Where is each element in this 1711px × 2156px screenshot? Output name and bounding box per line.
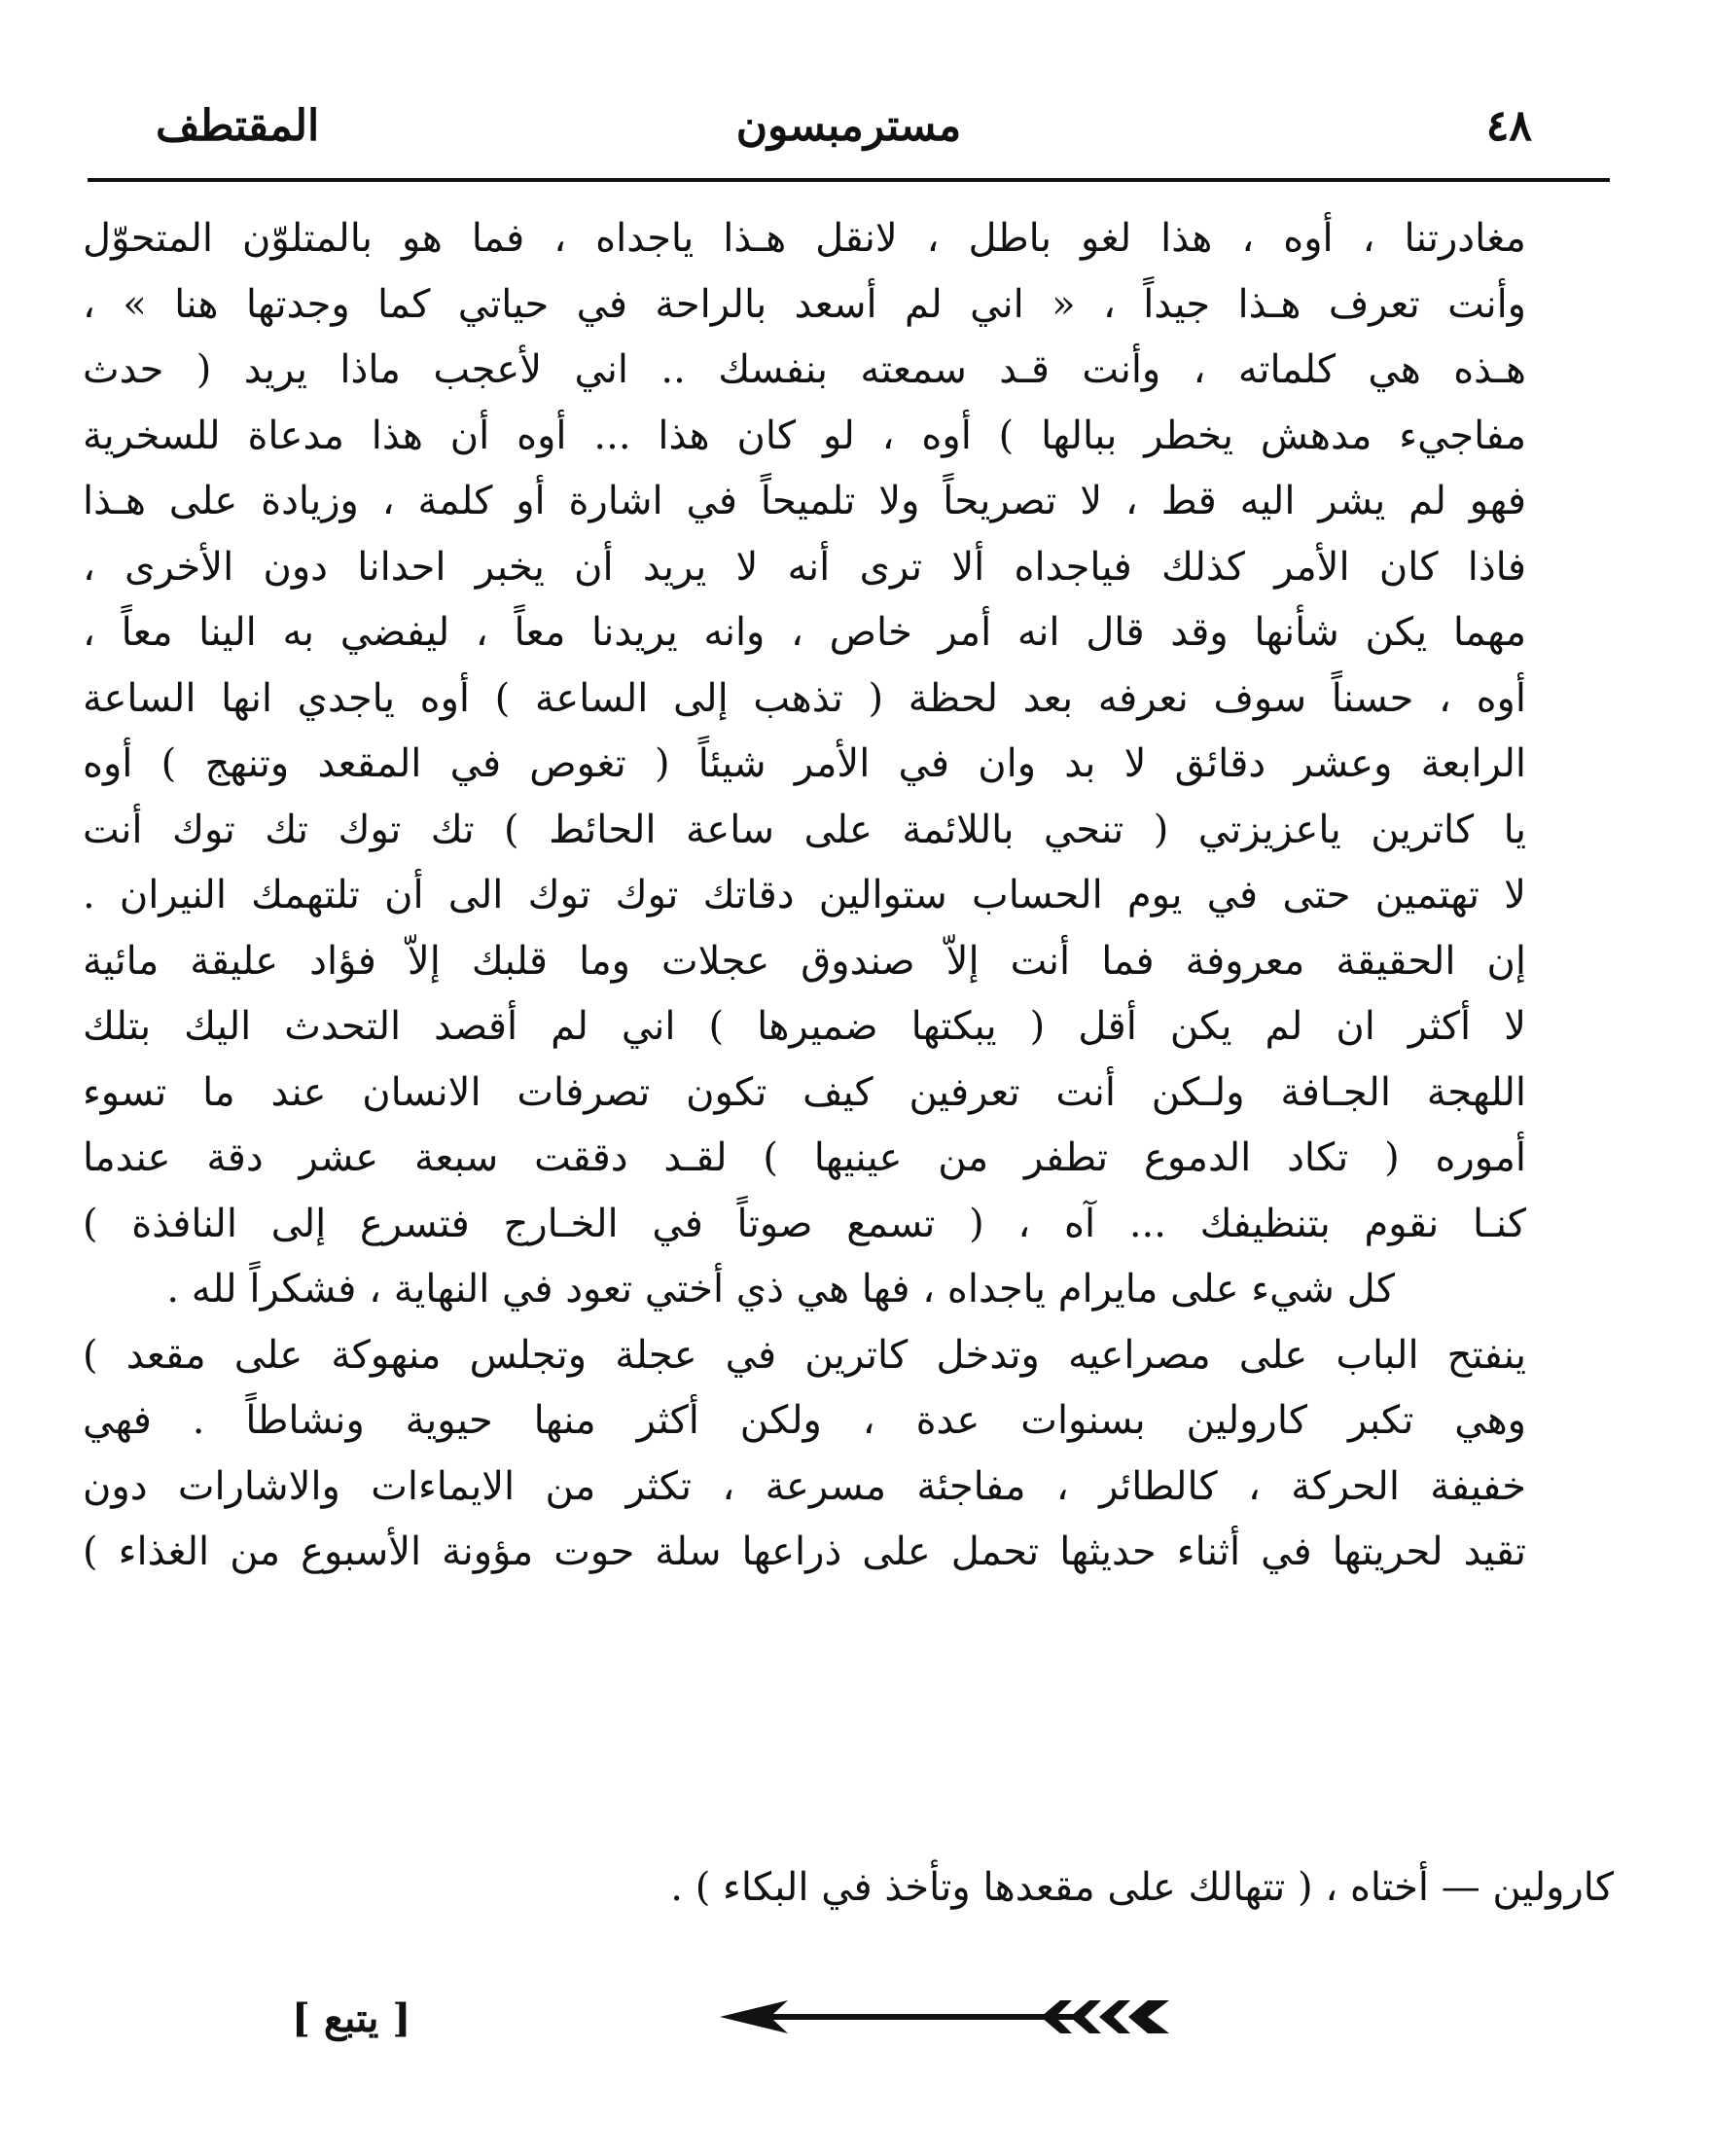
text-line: لا تهتمين حتى في يوم الحساب ستوالين دقاتك توك توك الى أن تلتهمك النيران . xyxy=(83,873,1526,917)
text-line: فهو لم يشر اليه قط ، لا تصريحاً ولا تلميحاً في اشارة أو كلمة ، وزيادة على هـذا xyxy=(83,479,1526,523)
text-line: تقيد لحريتها في أثناء حديثها تحمل على ذراعها سلة حوت مؤونة الأسبوع من الغذاء ) xyxy=(83,1529,1526,1574)
header-rule xyxy=(88,178,1610,182)
journal-name: المقتطف xyxy=(156,101,320,151)
text-line: لا أكثر ان لم يكن أقل ( يبكتها ضميرها ) اني لم أقصد التحدث اليك بتلك xyxy=(83,1004,1526,1049)
text-line: وهي تكبر كارولين بسنوات عدة ، ولكن أكثر منها حيوية ونشاطاً . فهي xyxy=(83,1398,1526,1443)
text-line: اللهجة الجـافة ولـكن أنت تعرفين كيف تكون تصرفات الانسان عند ما تسوء xyxy=(83,1069,1526,1115)
text-line: فاذا كان الأمر كذلك فياجداه ألا ترى أنه لا يريد أن يخبر احدانا دون الأخرى ، xyxy=(83,544,1526,590)
text-line: الرابعة وعشر دقائق لا بد وان في الأمر شيئاً ( تغوص في المقعد وتنهج ) أوه xyxy=(83,741,1526,786)
page-footer xyxy=(0,1985,1711,2053)
arrow-ornament-icon xyxy=(720,1993,1177,2041)
text-line: كل شيء على مايرام ياجداه ، فها هي ذي أختي تعود في النهاية ، فشكراً لله . xyxy=(166,1267,1395,1312)
text-line: أموره ( تكاد الدموع تطفر من عينيها ) لقـد دققت سبعة عشر دقة عندما xyxy=(83,1135,1526,1180)
page-number: ٤٨ xyxy=(1485,101,1532,151)
text-line: هـذه هي كلماته ، وأنت قـد سمعته بنفسك .. اني لأعجب ماذا يريد ( حدث xyxy=(83,347,1526,392)
text-line: كنـا نقوم بتنظيفك ... آه ، ( تسمع صوتاً في الخـارج فتسرع إلى النافذة ) xyxy=(83,1201,1526,1246)
text-line: مهما يكن شأنها وقد قال انه أمر خاص ، وانه يريدنا معاً ، ليفضي به الينا معاً ، xyxy=(83,610,1526,655)
page-header xyxy=(88,92,1610,161)
text-line: يا كاترين ياعزيزتي ( تنحي باللائمة على ساعة الحائط ) تك توك تك توك أنت xyxy=(83,807,1526,852)
text-line: مغادرتنا ، أوه ، هذا لغو باطل ، لانقل هـذا ياجداه ، فما هو بالمتلوّن المتحوّل xyxy=(83,216,1526,261)
text-line: خفيفة الحركة ، كالطائر ، مفاجئة مسرعة ، تكثر من الايماءات والاشارات دون xyxy=(83,1463,1526,1509)
article-title: مسترمبسون xyxy=(735,101,962,151)
text-line: ينفتح الباب على مصراعيه وتدخل كاترين في عجلة وتجلس منهوكة على مقعد ) xyxy=(83,1332,1526,1378)
continued-note: [ يتبع ] xyxy=(292,1995,411,2041)
text-line: أوه ، حسناً سوف نعرفه بعد لحظة ( تذهب إلى الساعة ) أوه ياجدي انها الساعة xyxy=(83,675,1526,721)
text-line: مفاجيء مدهش يخطر ببالها ) أوه ، لو كان هذا ... أوه أن هذا مدعاة للسخرية xyxy=(83,413,1526,458)
text-line: وأنت تعرف هـذا جيداً ، « اني لم أسعد بالراحة في حياتي كما وجدتها هنا » ، xyxy=(83,281,1526,327)
text-line: إن الحقيقة معروفة فما أنت إلاّ صندوق عجلات وما قلبك إلاّ فؤاد عليقة مائية xyxy=(83,938,1526,984)
body-text xyxy=(83,206,1526,1586)
speaker-line: كارولين — أختاه ، ( تتهالك على مقعدها وتأخذ في البكاء ) . xyxy=(670,1865,1614,1910)
